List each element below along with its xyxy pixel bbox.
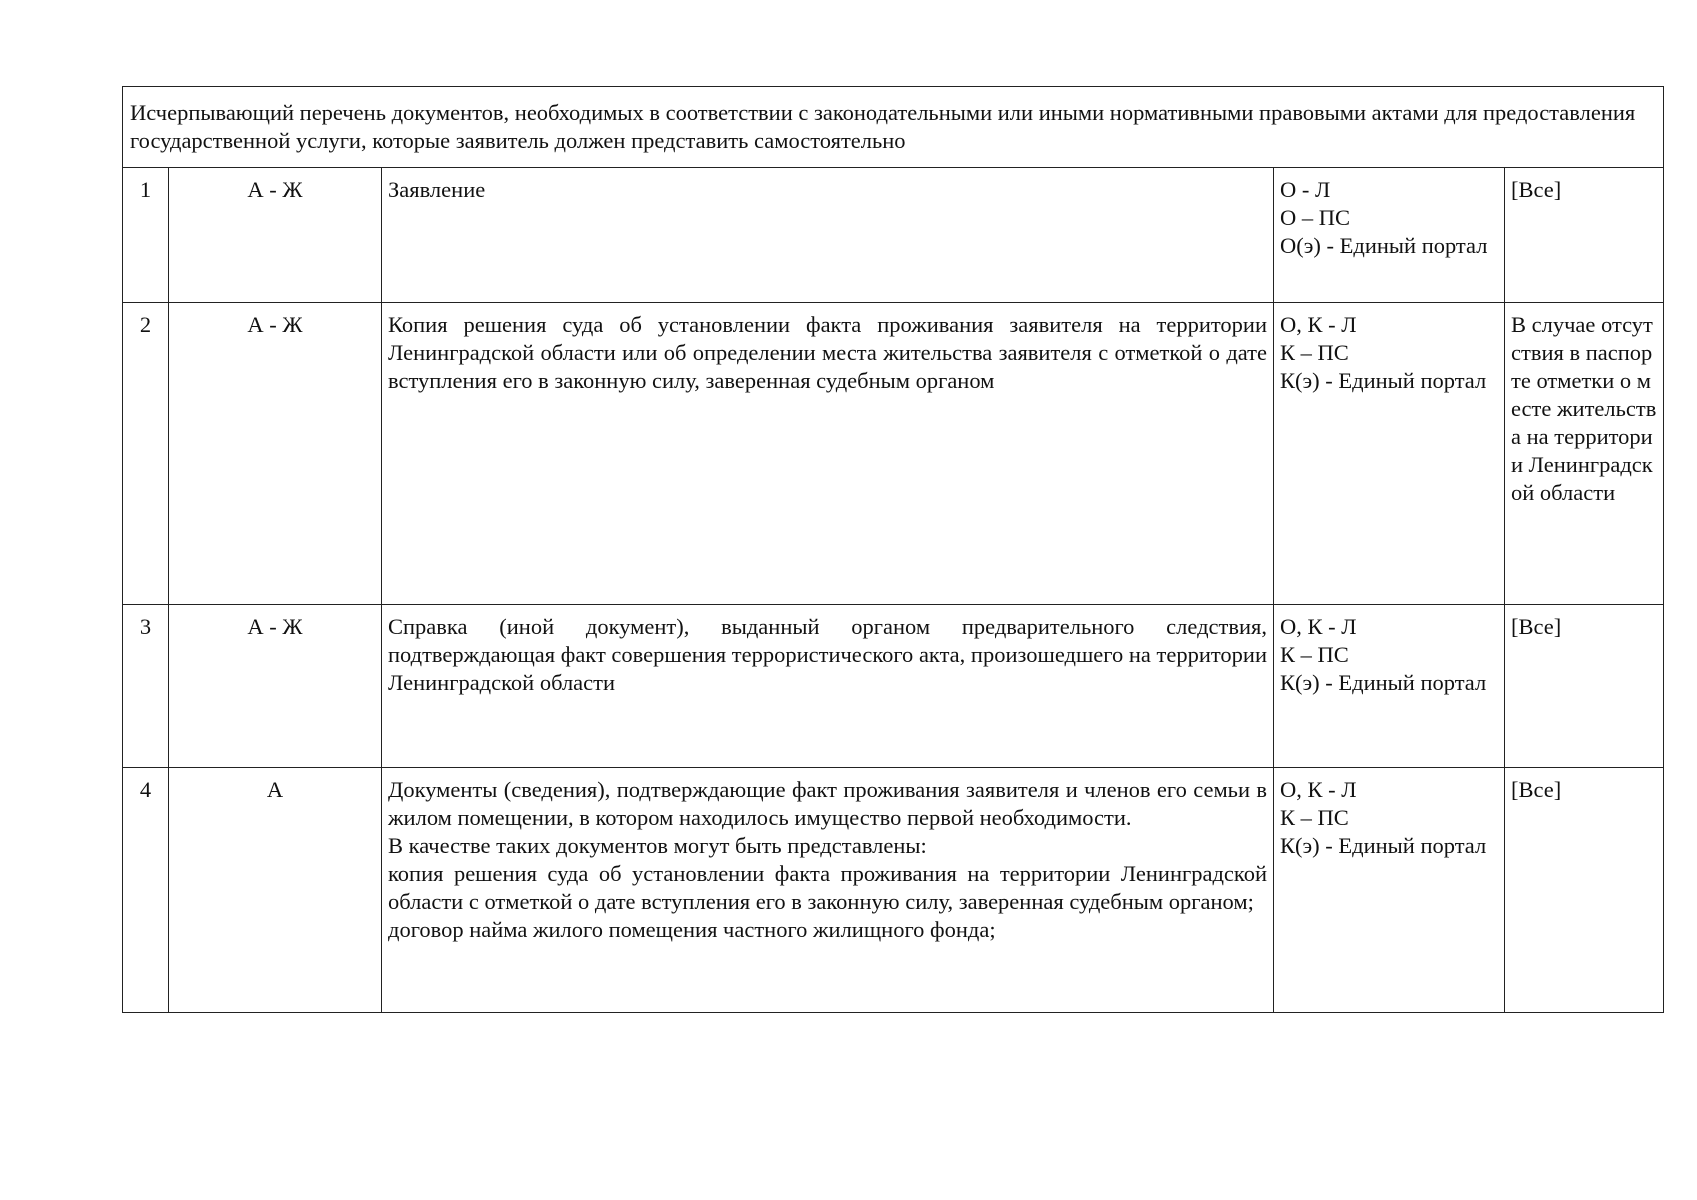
row-forms: [1274, 303, 1505, 605]
row-number: 1: [123, 168, 169, 303]
row-forms: [1274, 768, 1505, 1013]
row-forms: [1274, 605, 1505, 768]
form-line: К – ПС: [1280, 642, 1349, 667]
row-description: [382, 605, 1274, 768]
row-category: А - Ж: [169, 605, 382, 768]
table-header: Исчерпывающий перечень документов, необходимых в соответствии с законодательными или иными нормативными правовыми актами для предоставления государственной услуги, которые заявитель должен представить самостоятельно: [123, 87, 1664, 168]
row-note: [Все]: [1505, 768, 1664, 1013]
table-row: [123, 168, 1664, 303]
table-row: [123, 605, 1664, 768]
row-category: А - Ж: [169, 303, 382, 605]
description-paragraph: договор найма жилого помещения частного жилищного фонда;: [388, 917, 996, 942]
form-line: К(э) - Единый портал: [1280, 833, 1487, 858]
form-line: О, К - Л: [1280, 777, 1357, 802]
description-paragraph: Документы (сведения), подтверждающие факт проживания заявителя и членов его семьи в жилом помещении, в котором находилось имущество первой необходимости.: [388, 777, 1267, 830]
form-line: О(э) - Единый портал: [1280, 233, 1488, 258]
form-line: О – ПС: [1280, 205, 1351, 230]
table-row: [123, 303, 1664, 605]
row-number: 4: [123, 768, 169, 1013]
form-line: К – ПС: [1280, 805, 1349, 830]
form-line: О, К - Л: [1280, 312, 1357, 337]
description-paragraph: Копия решения суда об установлении факта проживания заявителя на территории Ленинградской области или об определении места жительства заявителя с отметкой о дате вступления его в законную силу, заверенная судебным органом: [388, 312, 1267, 393]
row-description: [382, 168, 1274, 303]
row-number: 3: [123, 605, 169, 768]
form-line: О, К - Л: [1280, 614, 1357, 639]
form-line: К(э) - Единый портал: [1280, 368, 1487, 393]
form-line: К – ПС: [1280, 340, 1349, 365]
form-line: О - Л: [1280, 177, 1331, 202]
documents-table: [122, 86, 1664, 1013]
table-header-row: [123, 87, 1664, 168]
row-category: А: [169, 768, 382, 1013]
description-paragraph: В качестве таких документов могут быть представлены:: [388, 833, 927, 858]
row-note: В случае отсутствия в паспорте отметки о месте жительства на территории Ленинградской области: [1505, 303, 1664, 605]
row-description: [382, 768, 1274, 1013]
form-line: К(э) - Единый портал: [1280, 670, 1487, 695]
description-paragraph: Заявление: [388, 177, 486, 202]
row-forms: [1274, 168, 1505, 303]
description-paragraph: Справка (иной документ), выданный органом предварительного следствия, подтверждающая факт совершения террористического акта, произошедшего на территории Ленинградской области: [388, 614, 1267, 695]
row-category: А - Ж: [169, 168, 382, 303]
description-paragraph: копия решения суда об установлении факта проживания на территории Ленинградской области с отметкой о дате вступления его в законную силу, заверенная судебным органом;: [388, 861, 1267, 914]
row-note: [Все]: [1505, 605, 1664, 768]
table-row: [123, 768, 1664, 1013]
row-number: 2: [123, 303, 169, 605]
row-description: [382, 303, 1274, 605]
row-note: [Все]: [1505, 168, 1664, 303]
